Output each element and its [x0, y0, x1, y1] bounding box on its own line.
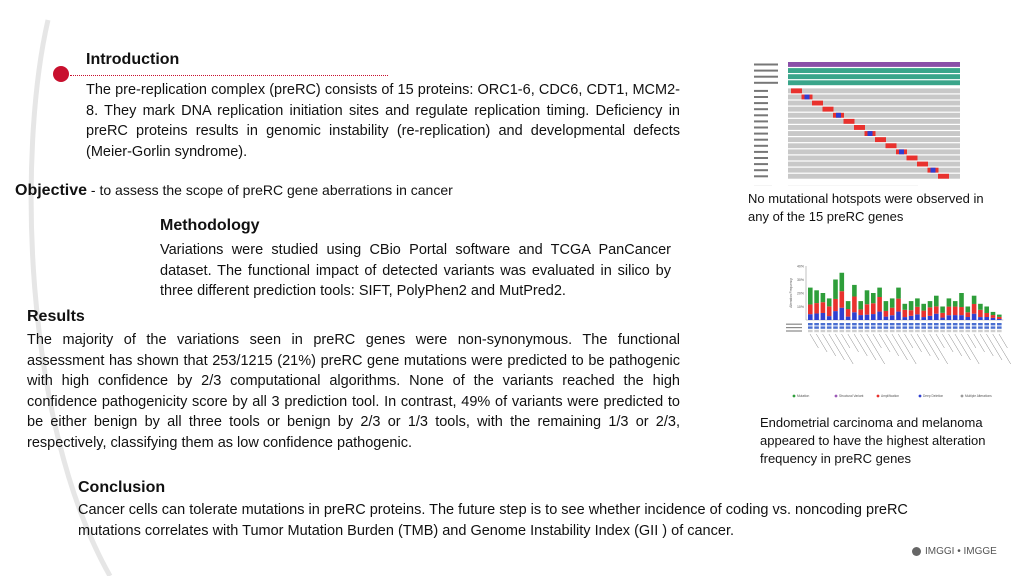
- bar-segment: [821, 293, 826, 302]
- gene-track: [788, 162, 960, 167]
- gene-label: [754, 145, 768, 147]
- annotation-cell: [852, 330, 857, 332]
- annotation-cell: [827, 330, 832, 332]
- bar-segment: [852, 285, 857, 297]
- annotation-cell: [821, 323, 826, 325]
- bar-segment: [840, 273, 845, 291]
- bar-segment: [978, 304, 983, 310]
- category-label: [905, 334, 913, 348]
- bar-segment: [991, 315, 996, 318]
- annotation-cell: [997, 326, 1002, 328]
- gene-track: [788, 107, 960, 112]
- bar-segment: [808, 288, 813, 305]
- annotation-cell: [827, 326, 832, 328]
- bar-segment: [846, 309, 851, 317]
- annotation-cell: [871, 330, 876, 332]
- annotation-cell: [953, 326, 958, 328]
- bar-segment: [808, 304, 813, 314]
- bar-segment: [947, 315, 952, 320]
- bar-segment: [821, 302, 826, 313]
- bar-segment: [978, 310, 983, 317]
- category-label: [911, 334, 922, 352]
- footer-text: IMGGI • IMGGE: [925, 546, 997, 557]
- annotation-cell: [991, 326, 996, 328]
- alteration-block: [875, 137, 886, 142]
- bar-segment: [984, 313, 989, 317]
- annotation-cell: [858, 330, 863, 332]
- bar-segment: [884, 311, 889, 317]
- annotation-cell: [858, 323, 863, 325]
- annotation-cell: [966, 330, 971, 332]
- gene-track: [788, 149, 960, 154]
- bar-segment: [909, 310, 914, 316]
- annotation-cell: [821, 326, 826, 328]
- category-label: [842, 334, 850, 348]
- bar-segment: [890, 308, 895, 316]
- category-label: [980, 334, 993, 356]
- annotation-cell: [984, 330, 989, 332]
- annotation-cell: [966, 326, 971, 328]
- bar-segment: [909, 301, 914, 310]
- legend-label: Mutation: [797, 394, 810, 399]
- annotation-cell: [840, 323, 845, 325]
- bar-segment: [959, 315, 964, 320]
- bar-segment: [997, 317, 1002, 319]
- track-label: [754, 70, 778, 72]
- legend-label: Amplification: [881, 394, 900, 399]
- bar-segment: [915, 314, 920, 320]
- alteration-block: [868, 131, 873, 136]
- annotation-cell: [947, 323, 952, 325]
- bar-segment: [921, 311, 926, 317]
- bar-segment: [928, 316, 933, 320]
- gene-track: [788, 113, 960, 118]
- bar-segment: [972, 314, 977, 320]
- annotation-cell: [884, 330, 889, 332]
- alteration-block: [823, 107, 834, 112]
- bar-segment: [833, 311, 838, 320]
- track-label: [754, 82, 778, 84]
- introduction-text: The pre-replication complex (preRC) consists of 15 proteins: ORC1-6, CDC6, CDT1, MCM2-8. They mark DNA replication initiation sites and regulate replication timing. Deficiency in preRC proteins results in genomic instability (re-replication) and developmental defects (Meier-Gorlin syndrome).: [86, 82, 680, 160]
- category-label: [917, 334, 930, 356]
- gene-label: [754, 120, 768, 122]
- bar-segment: [846, 317, 851, 320]
- y-tick-label: 30%: [796, 278, 804, 282]
- annotation-cell: [884, 326, 889, 328]
- conclusion-text: Cancer cells can tolerate mutations in preRC proteins. The future step is to see whether incidence of coding vs. noncoding preRC mutations correlates with Tumor Mutation Burden (TMB) and Genome Instability Index (GII ) of cancer.: [78, 502, 908, 539]
- bar-segment: [890, 298, 895, 307]
- objective: [15, 182, 453, 200]
- category-label: [823, 334, 836, 356]
- gene-label: [754, 133, 768, 135]
- annotation-cell: [814, 330, 819, 332]
- annotation-cell: [903, 326, 908, 328]
- bar-segment: [896, 312, 901, 320]
- annotation-cell: [953, 323, 958, 325]
- annotation-cell: [997, 323, 1002, 325]
- annotation-cell: [877, 330, 882, 332]
- gene-track: [788, 156, 960, 161]
- annotation-cell: [852, 323, 857, 325]
- annotation-cell: [903, 323, 908, 325]
- clinical-track: [788, 74, 960, 79]
- annotation-cell: [921, 330, 926, 332]
- annotation-cell: [814, 326, 819, 328]
- annotation-cell: [972, 330, 977, 332]
- annotation-cell: [934, 330, 939, 332]
- bar-segment: [959, 307, 964, 315]
- methodology-text: Variations were studied using CBio Portal software and TCGA PanCancer dataset. The functional impact of detected variants was evaluated in silico by three different prediction tools: SIFT, PolyPhen2 and MutPred2.: [160, 242, 671, 299]
- category-label: [829, 334, 845, 360]
- bar-segment: [934, 306, 939, 313]
- bar-segment: [928, 301, 933, 307]
- bar-segment: [871, 293, 876, 303]
- bar-segment: [972, 304, 977, 314]
- alteration-block: [917, 162, 928, 167]
- y-tick-label: 20%: [796, 291, 804, 296]
- annotation-cell: [896, 326, 901, 328]
- bar-segment: [928, 307, 933, 316]
- bar-segment: [833, 299, 838, 311]
- annotation-cell: [984, 323, 989, 325]
- gene-label: [754, 157, 768, 159]
- bar-segment: [984, 317, 989, 320]
- alteration-block: [899, 149, 904, 154]
- intro-divider: [70, 75, 388, 76]
- annotation-cell: [959, 323, 964, 325]
- bar-segment: [846, 301, 851, 309]
- annotation-cell: [984, 326, 989, 328]
- bar-segment: [814, 303, 819, 313]
- conclusion-title: Conclusion: [78, 479, 166, 496]
- category-label: [999, 334, 1007, 348]
- barplot-caption: Endometrial carcinoma and melanoma appeared to have the highest alteration frequency in preRC genes: [760, 415, 986, 466]
- annotation-cell: [846, 323, 851, 325]
- bar-segment: [827, 316, 832, 320]
- annotation-cell: [928, 330, 933, 332]
- alteration-block: [805, 95, 810, 100]
- annotation-cell: [840, 330, 845, 332]
- bar-segment: [978, 317, 983, 320]
- gene-track: [788, 125, 960, 130]
- objective-text: - to assess the scope of preRC gene aberrations in cancer: [87, 182, 453, 198]
- clinical-track: [788, 68, 960, 73]
- gene-label: [754, 139, 768, 141]
- category-label: [974, 334, 985, 352]
- bar-segment: [852, 312, 857, 320]
- annotation-cell: [928, 326, 933, 328]
- annotation-cell: [903, 330, 908, 332]
- annotation-cell: [846, 330, 851, 332]
- alteration-block: [812, 101, 823, 106]
- bar-segment: [947, 307, 952, 316]
- annotation-cell: [953, 330, 958, 332]
- bar-segment: [934, 314, 939, 320]
- gene-label: [754, 108, 768, 110]
- annotation-cell: [852, 326, 857, 328]
- annotation-cell: [997, 330, 1002, 332]
- bar-segment: [997, 319, 1002, 320]
- annotation-cell: [947, 326, 952, 328]
- annotation-cell: [972, 323, 977, 325]
- gene-label: [754, 90, 768, 92]
- annotation-cell: [940, 323, 945, 325]
- alteration-block: [844, 119, 855, 124]
- annotation-cell: [978, 326, 983, 328]
- category-label: [810, 334, 818, 348]
- clinical-track: [788, 62, 960, 67]
- methodology-title: Methodology: [160, 217, 260, 234]
- intro-bullet: [53, 66, 69, 82]
- legend-swatch: [919, 395, 922, 398]
- annotation-cell: [808, 326, 813, 328]
- alteration-block: [931, 168, 936, 173]
- category-label: [942, 334, 953, 352]
- alteration-block: [907, 156, 918, 161]
- annotation-cell: [808, 323, 813, 325]
- logo-dot-icon: [912, 547, 921, 556]
- y-axis-label: Alteration Frequency: [789, 278, 793, 308]
- annotation-cell: [884, 323, 889, 325]
- legend-swatch: [793, 395, 796, 398]
- annotation-cell: [890, 326, 895, 328]
- annotation-cell: [814, 323, 819, 325]
- bar-segment: [991, 318, 996, 320]
- annotation-cell: [871, 326, 876, 328]
- annotation-cell: [865, 323, 870, 325]
- bar-segment: [808, 314, 813, 320]
- bar-segment: [966, 312, 971, 317]
- footer-logo: [912, 546, 997, 557]
- gene-label: [754, 102, 768, 104]
- annotation-cell: [833, 326, 838, 328]
- annotation-cell: [940, 330, 945, 332]
- introduction-title: Introduction: [86, 51, 180, 68]
- bar-segment: [858, 301, 863, 309]
- category-label: [860, 334, 876, 360]
- annotation-cell: [959, 326, 964, 328]
- bar-segment: [871, 303, 876, 314]
- track-label: [754, 64, 778, 66]
- bar-segment: [915, 298, 920, 306]
- annotation-cell: [934, 323, 939, 325]
- gene-label: [754, 114, 768, 116]
- annotation-cell: [972, 326, 977, 328]
- bar-segment: [959, 293, 964, 307]
- annotation-cell: [947, 330, 952, 332]
- annotation-cell: [921, 323, 926, 325]
- annotation-cell: [858, 326, 863, 328]
- annotation-cell: [877, 326, 882, 328]
- gene-label: [754, 127, 768, 129]
- bar-segment: [953, 315, 958, 320]
- objective-label: Objective: [15, 182, 88, 199]
- bar-segment: [865, 304, 870, 314]
- annotation-cell: [928, 323, 933, 325]
- bar-segment: [821, 313, 826, 320]
- annotation-cell: [890, 323, 895, 325]
- bar-segment: [921, 304, 926, 311]
- annotation-cell: [915, 330, 920, 332]
- category-label: [886, 334, 899, 356]
- bar-segment: [903, 317, 908, 320]
- annotation-cell: [865, 330, 870, 332]
- y-tick-label: 10%: [796, 305, 804, 309]
- bar-segment: [953, 307, 958, 316]
- annotation-cell: [896, 323, 901, 325]
- bar-segment: [997, 315, 1002, 317]
- oncoprint-caption: No mutational hotspots were observed in any of the 15 preRC genes: [748, 191, 984, 224]
- alteration-block: [938, 174, 949, 179]
- annotation-cell: [978, 330, 983, 332]
- oncoprint-figure: [752, 58, 964, 186]
- annotation-cell: [877, 323, 882, 325]
- bar-segment: [966, 317, 971, 320]
- bar-segment: [858, 309, 863, 315]
- bar-segment: [884, 317, 889, 320]
- category-label: [986, 334, 1002, 360]
- results-text: The majority of the variations seen in preRC genes were non-synonymous. The functional assessment has shown that 253/1215 (21%) preRC gene mutations were predicted to be pathogenic with high confidence by 2/3 computational algorithms. None of the variants reached the high confidence pathogenicity score by all 3 prediction tool. In contrast, 49% of variants were predicted to be either benign by all three tools or benign by 2/3 or 1/3 tools, with the remaining 1/3 or 2/3, respectively, classifying them as low confidence pathogenic.: [27, 332, 680, 451]
- bar-segment: [877, 297, 882, 312]
- bar-segment: [852, 296, 857, 312]
- alteration-frequency-chart: [784, 258, 1014, 408]
- annotation-cell: [821, 330, 826, 332]
- bar-segment: [833, 280, 838, 299]
- bar-segment: [972, 296, 977, 304]
- annotation-track-label: [786, 324, 802, 325]
- annotation-cell: [865, 326, 870, 328]
- gene-label: [754, 175, 768, 177]
- annotation-cell: [840, 326, 845, 328]
- clinical-track: [788, 80, 960, 85]
- annotation-cell: [896, 330, 901, 332]
- bar-segment: [865, 315, 870, 320]
- bar-segment: [984, 307, 989, 313]
- category-label: [923, 334, 939, 360]
- category-label: [968, 334, 976, 348]
- annotation-cell: [921, 326, 926, 328]
- bar-segment: [877, 312, 882, 320]
- annotation-cell: [827, 323, 832, 325]
- annotation-cell: [934, 326, 939, 328]
- category-label: [854, 334, 867, 356]
- bar-segment: [814, 290, 819, 303]
- annotation-cell: [833, 323, 838, 325]
- bar-segment: [884, 301, 889, 311]
- track-label: [754, 76, 778, 78]
- annotation-cell: [978, 323, 983, 325]
- legend-label: Multiple Alterations: [965, 394, 992, 399]
- legend-label: Structural Variant: [839, 394, 864, 399]
- gene-label: [754, 96, 768, 98]
- bar-segment: [934, 296, 939, 307]
- annotation-cell: [966, 323, 971, 325]
- annotation-track-label: [786, 327, 802, 328]
- category-label: [816, 334, 827, 352]
- bar-segment: [896, 299, 901, 312]
- legend-swatch: [835, 395, 838, 398]
- bar-segment: [896, 288, 901, 299]
- legend-label: Deep Deletion: [923, 394, 944, 399]
- bar-segment: [865, 290, 870, 304]
- bar-segment: [858, 315, 863, 320]
- bar-segment: [966, 307, 971, 313]
- alteration-block: [886, 143, 897, 148]
- bar-segment: [947, 298, 952, 306]
- annotation-cell: [909, 330, 914, 332]
- alteration-block: [854, 125, 865, 130]
- gene-track: [788, 119, 960, 124]
- annotation-cell: [833, 330, 838, 332]
- annotation-cell: [959, 330, 964, 332]
- category-label: [949, 334, 962, 356]
- annotation-cell: [991, 323, 996, 325]
- bar-segment: [909, 316, 914, 320]
- category-label: [848, 334, 859, 352]
- bar-segment: [940, 307, 945, 313]
- annotation-cell: [915, 323, 920, 325]
- bar-segment: [953, 301, 958, 306]
- gene-track: [788, 174, 960, 179]
- bar-segment: [871, 314, 876, 320]
- results-title: Results: [27, 308, 85, 325]
- annotation-cell: [890, 330, 895, 332]
- category-label: [873, 334, 881, 348]
- annotation-track-label: [786, 330, 802, 331]
- legend-swatch: [961, 395, 964, 398]
- gene-track: [788, 88, 960, 93]
- annotation-cell: [909, 323, 914, 325]
- gene-label: [754, 163, 768, 165]
- gene-label: [754, 169, 768, 171]
- bar-segment: [903, 310, 908, 317]
- annotation-cell: [846, 326, 851, 328]
- alteration-block: [791, 88, 802, 93]
- bar-segment: [921, 317, 926, 320]
- gene-track: [788, 137, 960, 142]
- bar-segment: [827, 298, 832, 306]
- annotation-cell: [871, 323, 876, 325]
- bar-segment: [877, 288, 882, 297]
- bar-segment: [814, 313, 819, 320]
- bar-segment: [940, 318, 945, 320]
- annotation-cell: [940, 326, 945, 328]
- annotation-cell: [909, 326, 914, 328]
- gene-track: [788, 143, 960, 148]
- gene-label: [754, 151, 768, 153]
- legend-swatch: [877, 395, 880, 398]
- bar-segment: [991, 312, 996, 315]
- annotation-cell: [915, 326, 920, 328]
- bar-segment: [903, 304, 908, 310]
- gene-track: [788, 95, 960, 100]
- bar-segment: [915, 307, 920, 315]
- alteration-block: [836, 113, 841, 118]
- bar-segment: [940, 313, 945, 318]
- bar-segment: [890, 315, 895, 320]
- category-label: [936, 334, 944, 348]
- bar-segment: [840, 291, 845, 308]
- category-label: [892, 334, 908, 360]
- bar-segment: [840, 308, 845, 320]
- category-label: [879, 334, 890, 352]
- y-tick-label: 40%: [796, 264, 804, 269]
- category-label: [955, 334, 971, 360]
- annotation-cell: [808, 330, 813, 332]
- bar-segment: [827, 306, 832, 316]
- annotation-cell: [991, 330, 996, 332]
